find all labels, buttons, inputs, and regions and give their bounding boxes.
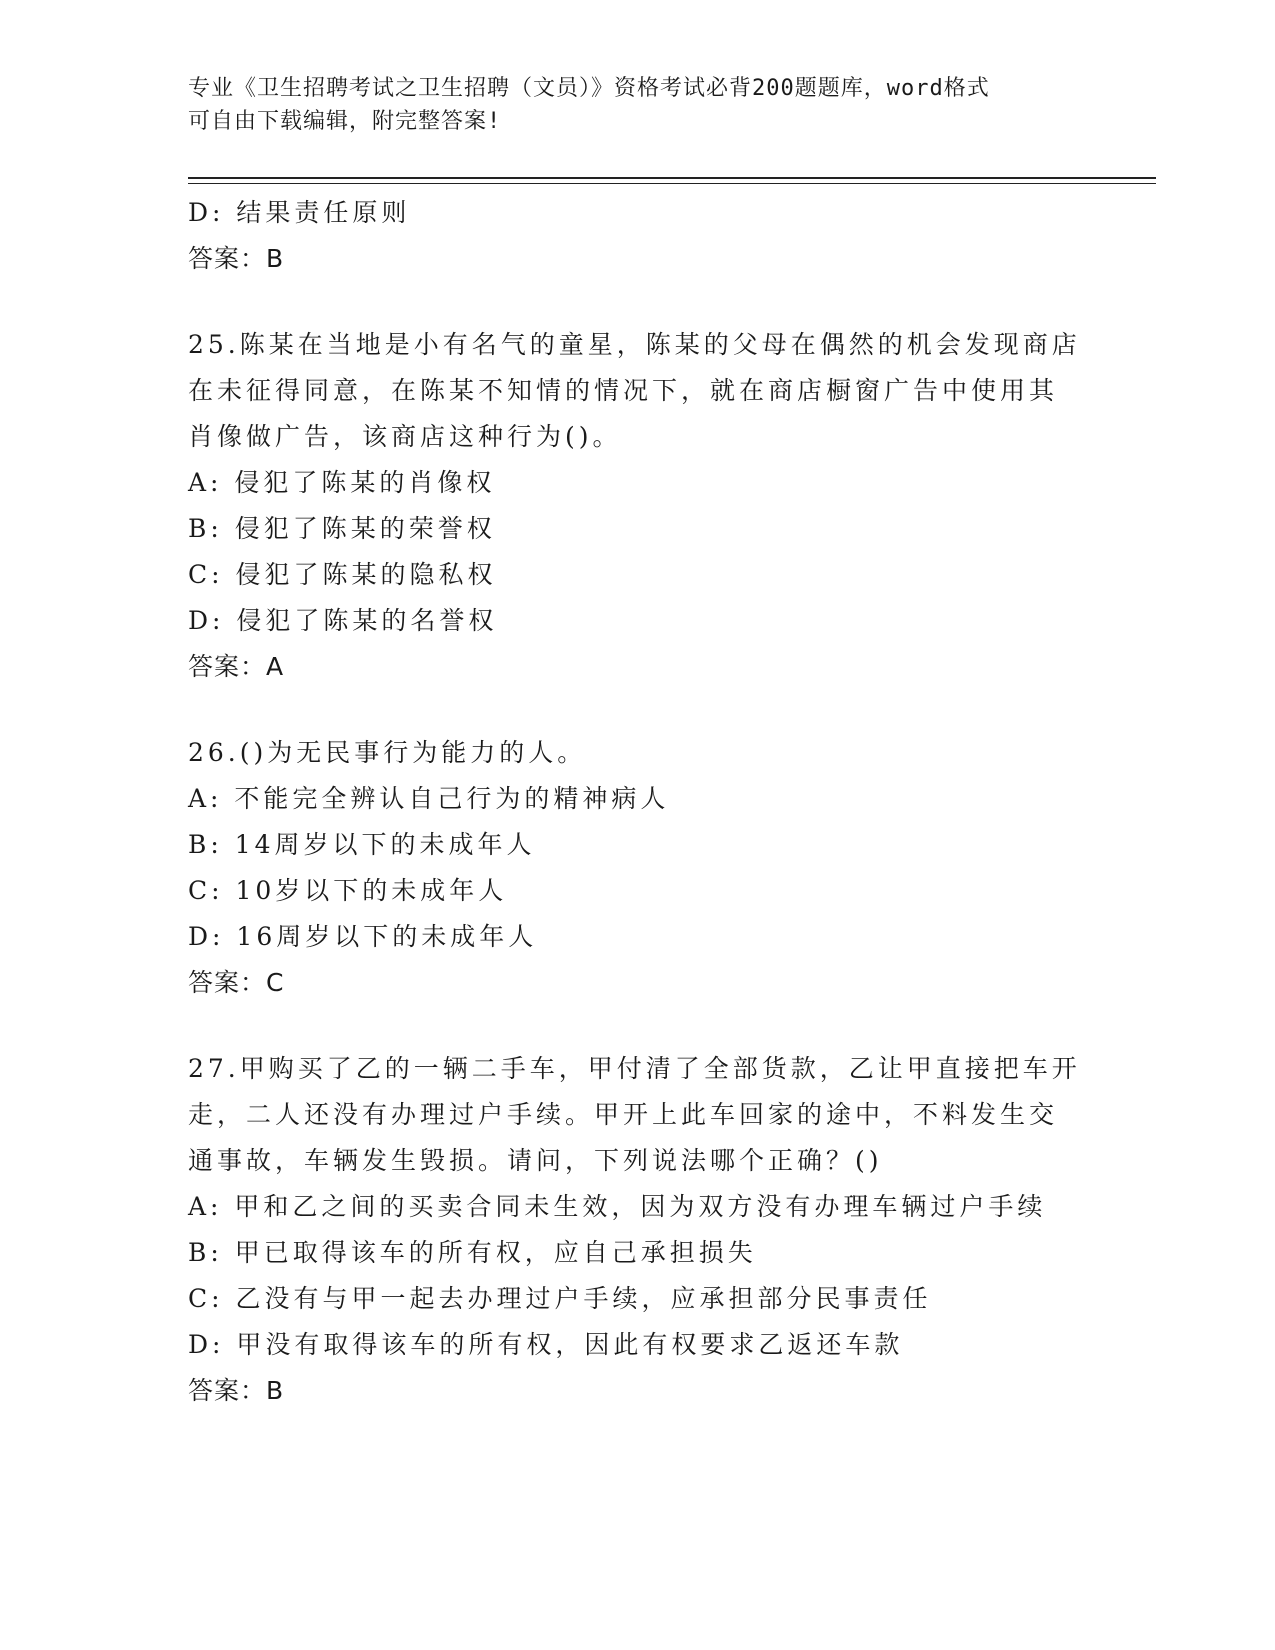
header-rule-thin: [188, 183, 1156, 184]
option-c: C: 乙没有与甲一起去办理过户手续，应承担部分民事责任: [188, 1284, 932, 1313]
option-a: A: 甲和乙之间的买卖合同未生效，因为双方没有办理车辆过户手续: [188, 1192, 1047, 1221]
option-b: B: 14周岁以下的未成年人: [188, 830, 536, 859]
question-stem-line: 通事故，车辆发生毁损。请问，下列说法哪个正确？(): [188, 1146, 883, 1175]
answer-line: 答案：A: [188, 652, 285, 681]
header-line-2: 可自由下载编辑，附完整答案!: [188, 109, 502, 134]
answer-line: 答案：C: [188, 968, 285, 997]
option-a: A: 不能完全辨认自己行为的精神病人: [188, 784, 670, 813]
question-25: [188, 322, 1088, 690]
header-rule-thick: [188, 177, 1156, 179]
question-27: [188, 1046, 1088, 1414]
option-a: A: 侵犯了陈某的肖像权: [188, 468, 496, 497]
question-stem-line: 25.陈某在当地是小有名气的童星，陈某的父母在偶然的机会发现商店: [188, 330, 1081, 359]
option-c: C: 侵犯了陈某的隐私权: [188, 560, 497, 589]
page-header: [188, 72, 1068, 138]
option-b: B: 侵犯了陈某的荣誉权: [188, 514, 496, 543]
question-stem-line: 肖像做广告，该商店这种行为()。: [188, 422, 622, 451]
answer-line: 答案：B: [188, 1376, 285, 1405]
option-d: D: 16周岁以下的未成年人: [188, 922, 538, 951]
document-body: [188, 190, 1088, 1414]
option-b: B: 甲已取得该车的所有权，应自己承担损失: [188, 1238, 757, 1267]
previous-question-tail: [188, 190, 1088, 282]
option-d: D: 侵犯了陈某的名誉权: [188, 606, 498, 635]
question-stem-line: 26.()为无民事行为能力的人。: [188, 738, 587, 767]
option-d: D: 结果责任原则: [188, 198, 411, 227]
question-stem-line: 27.甲购买了乙的一辆二手车，甲付清了全部货款，乙让甲直接把车开: [188, 1054, 1081, 1083]
option-c: C: 10岁以下的未成年人: [188, 876, 508, 905]
question-stem-line: 在未征得同意，在陈某不知情的情况下，就在商店橱窗广告中使用其: [188, 376, 1059, 405]
header-line-1: 专业《卫生招聘考试之卫生招聘（文员）》资格考试必背200题题库，word格式: [188, 76, 990, 101]
question-26: [188, 730, 1088, 1006]
answer-line: 答案：B: [188, 244, 285, 273]
option-d: D: 甲没有取得该车的所有权，因此有权要求乙返还车款: [188, 1330, 904, 1359]
question-stem-line: 走，二人还没有办理过户手续。甲开上此车回家的途中，不料发生交: [188, 1100, 1059, 1129]
